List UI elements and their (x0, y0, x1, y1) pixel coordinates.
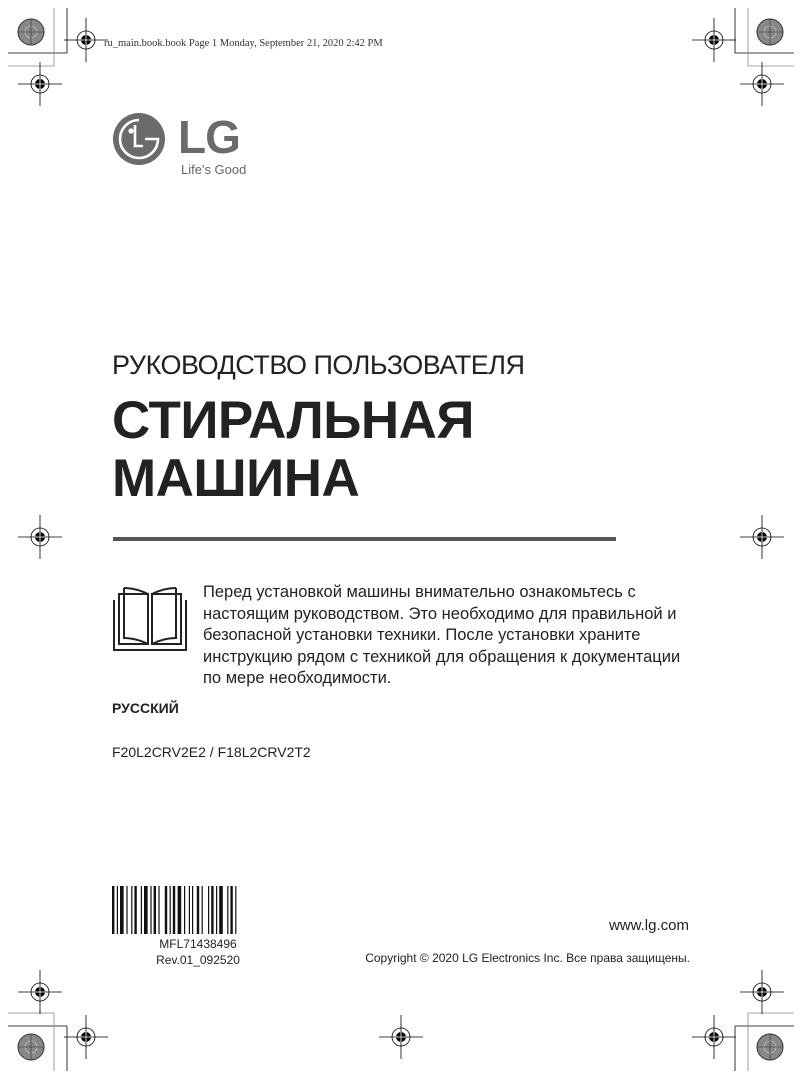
model-numbers: F20L2CRV2E2 / F18L2CRV2T2 (112, 744, 311, 760)
divider (113, 537, 616, 541)
part-number: MFL71438496 (159, 937, 237, 951)
document-title (112, 392, 474, 508)
lg-logo-icon (112, 112, 166, 166)
manual-book-icon (112, 586, 188, 652)
title-line: МАШИНА (112, 449, 360, 508)
revision: Rev.01_092520 (156, 953, 240, 967)
brand-slogan: Life's Good (181, 162, 247, 177)
barcode (112, 886, 284, 934)
brand-logo-text: LG (178, 111, 240, 163)
intro-text: Перед установкой машины внимательно ознакомьтесь с настоящим руководством. Это необходимо для правильной и безопасной установки техники. После установки храните инструкцию рядом с техникой для обращения к документации по мере необходимости. (203, 583, 681, 687)
document-subtitle: РУКОВОДСТВО ПОЛЬЗОВАТЕЛЯ (112, 350, 525, 380)
title-line: СТИРАЛЬНАЯ (112, 391, 474, 450)
language-label: РУССКИЙ (112, 700, 179, 716)
website-link[interactable]: www.lg.com (608, 917, 689, 934)
print-header: ru_main.book.book Page 1 Monday, September 21, 2020 2:42 PM (104, 38, 383, 49)
copyright: Copyright © 2020 LG Electronics Inc. Все права защищены. (365, 951, 690, 965)
part-info (112, 936, 284, 968)
